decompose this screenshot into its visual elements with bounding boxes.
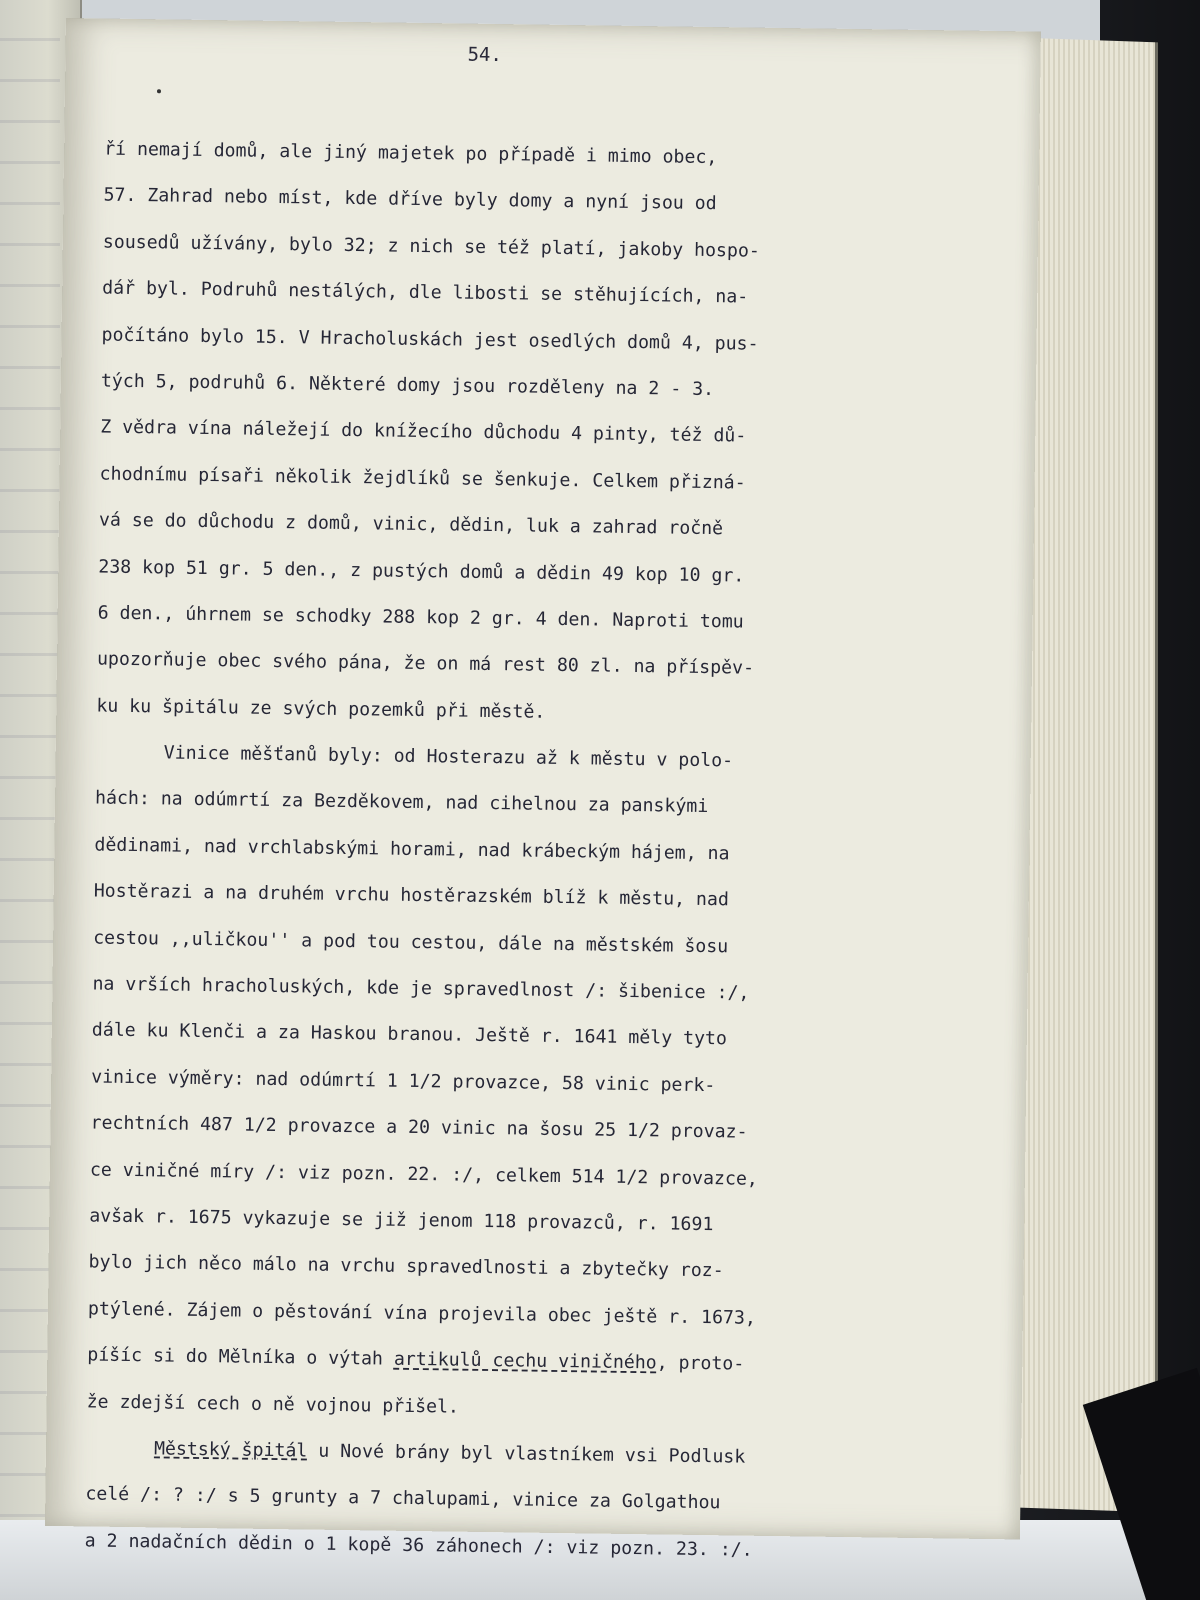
text-line: tých 5, podruhů 6. Některé domy jsou rozděleny na 2 - 3. [100,370,715,401]
text-line: rechtních 487 1/2 provazce a 20 vinic na šosu 25 1/2 provaz- [90,1112,748,1143]
text-line: hách: na odúmrtí za Bezděkovem, nad cihelnou za panskými [94,787,709,818]
page-number: 54. [467,43,503,67]
text-line: ce viničné míry /: viz pozn. 22. :/, celkem 514 1/2 provazce, [89,1159,758,1190]
text-line: vá se do důchodu z domů, vinic, dědin, luk a zahrad ročně [98,509,724,540]
text-segment: u Nové brány byl vlastníkem vsi Podlusk [307,1440,746,1468]
text-line: 238 kop 51 gr. 5 den., z pustých domů a dědin 49 kop 10 gr. [98,556,745,587]
text-line: sousedů užívány, bylo 32; z nich se též platí, jakoby hospo- [102,231,760,262]
text-line: ptýlené. Zájem o pěstování vína projevila obec ještě r. 1673, [87,1298,757,1329]
page-stack-edge [1020,38,1158,1513]
text-line: dědinami, nad vrchlabskými horami, nad krábeckým hájem, na [94,834,730,865]
paragraph-start-line: Vinice měšťanů byly: od Hosterazu až k městu v polo- [163,742,734,772]
text-line: 57. Zahrad nebo míst, kde dříve byly domy a nyní jsou od [103,184,717,215]
text-line: avšak r. 1675 vykazuje se již jenom 118 provazců, r. 1691 [89,1205,714,1236]
ink-dot [157,89,161,93]
text-line: ku ku špitálu ze svých pozemků při městě. [96,695,546,723]
text-line: že zdejší cech o ně vojnou přišel. [86,1390,460,1418]
text-line: vinice výměry: nad odúmrtí 1 1/2 provazce, 58 vinic perk- [91,1066,716,1096]
text-line: dář byl. Podruhů nestálých, dle libosti se stěhujících, na- [102,277,749,308]
document-page [45,18,1041,1561]
text-line: Hostěrazi a na druhém vrchu hostěrazském blíž k městu, nad [93,880,729,911]
text-line: na vrších hracholuských, kde je spravedlnost /: šibenice :/, [92,973,750,1004]
text-line: 6 den., úhrnem se schodky 288 kop 2 gr. 4 den. Naproti tomu [97,602,744,633]
text-line: Z vědra vína náležejí do knížecího důchodu 4 pinty, též dů- [100,416,747,447]
typewritten-text [84,127,864,1576]
text-line: a 2 nadačních dědin o 1 kopě 36 záhonech /: viz pozn. 23. :/. [84,1530,753,1561]
text-line: počítáno bylo 15. V Hracholuskách jest osedlých domů 4, pus- [101,324,759,355]
text-line: cestou ,,uličkou'' a pod tou cestou, dále na městském šosu [93,927,729,957]
text-line: upozorňuje obec svého pána, že on má rest 80 zl. na příspěv- [96,648,755,679]
text-line: chodnímu písaři několik žejdlíků se šenkuje. Celkem přizná- [99,463,746,494]
text-segment: , proto- [656,1352,745,1375]
underlined-heading: Městský špitál [153,1438,308,1462]
text-line: bylo jich něco málo na vrchu spravedlnosti a zbytečky roz- [88,1251,724,1282]
text-segment: píšíc si do Mělníka o výtah [87,1344,395,1370]
text-line: ří nemají domů, ale jiný majetek po případě i mimo obec, [104,138,718,169]
text-line: dále ku Klenči a za Haskou branou. Ještě r. 1641 měly tyto [91,1019,728,1050]
underlined-title: artikulů cechu viničného [393,1348,657,1374]
text-line: celé /: ? :/ s 5 grunty a 7 chalupami, vinice za Golgathou [85,1483,721,1514]
